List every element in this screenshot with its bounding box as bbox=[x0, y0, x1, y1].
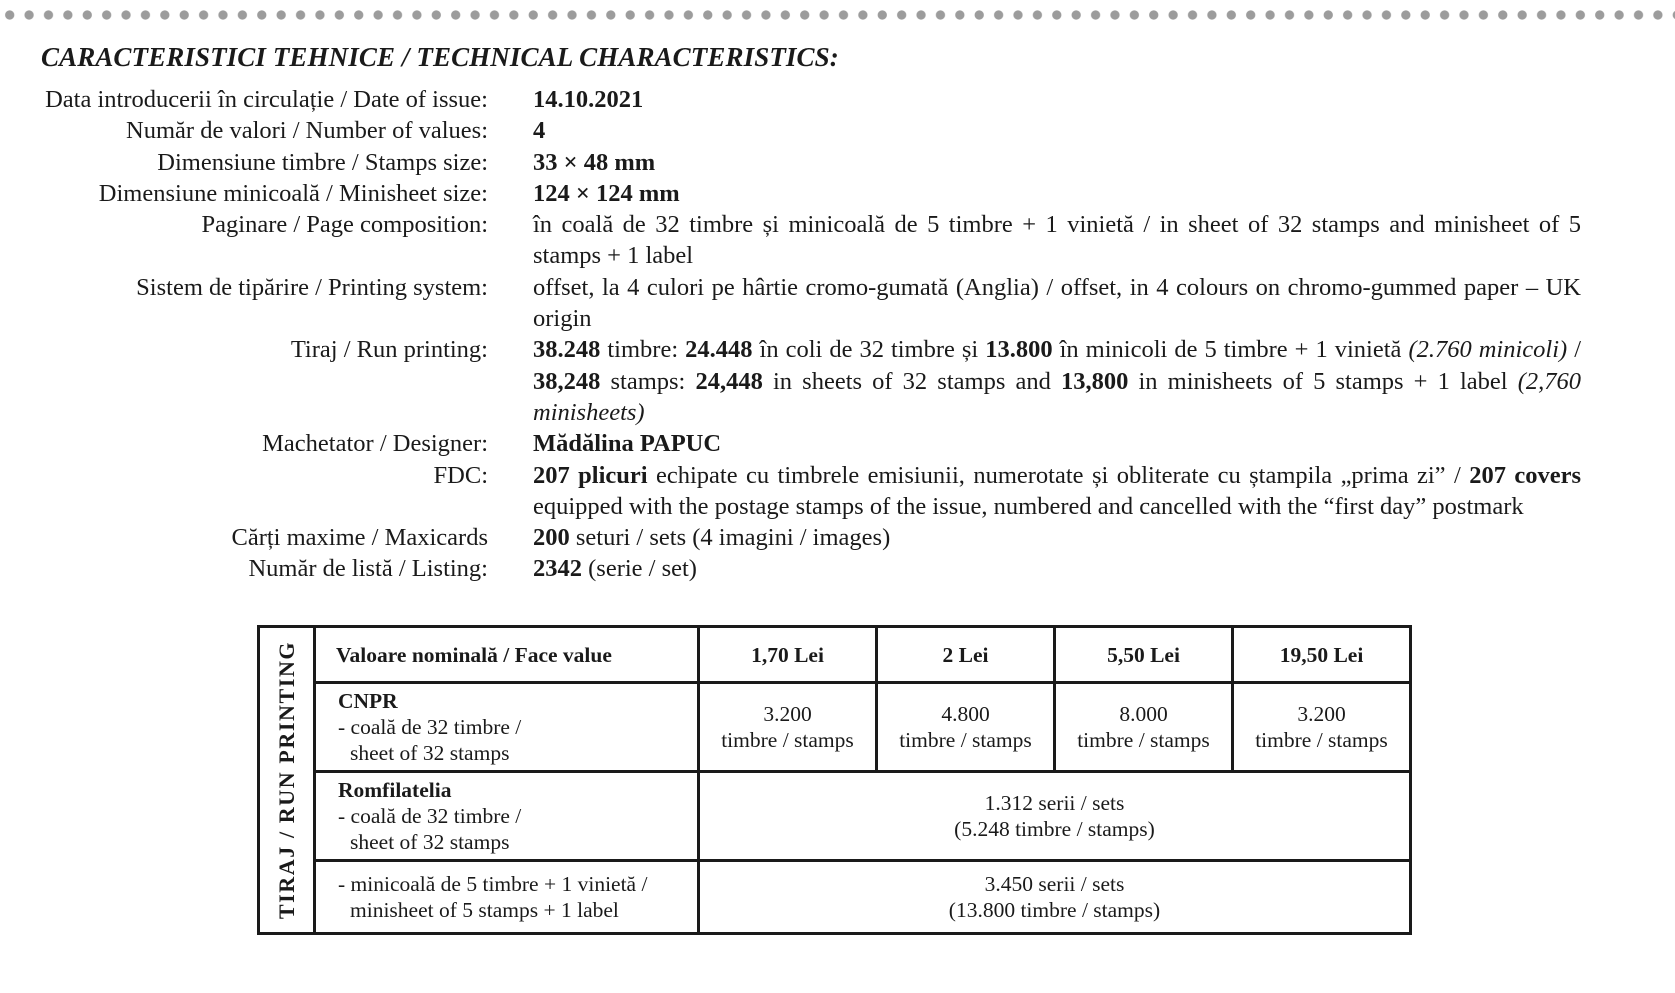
text-segment: stamps: bbox=[600, 367, 696, 395]
qty-stamps: (13.800 timbre / stamps) bbox=[948, 898, 1161, 922]
romfilatelia-line2: sheet of 32 stamps bbox=[350, 830, 510, 854]
fdc-count-en: 207 covers bbox=[1469, 461, 1582, 489]
spec-row-run-printing bbox=[0, 334, 1675, 428]
qty-value: 4.800 bbox=[941, 702, 990, 726]
text-segment: equipped with the postage stamps of the issue, numbered and cancelled with the “first day” postmark bbox=[533, 492, 1524, 520]
minisheet-count-ro: (2.760 minicoli) bbox=[1408, 336, 1568, 364]
minisheet-line1: - minicoală de 5 timbre + 1 vinietă / bbox=[338, 872, 648, 896]
minisheet-qty bbox=[699, 861, 1411, 934]
spec-value bbox=[533, 334, 1581, 428]
text-segment: in minisheets of 5 stamps + 1 label bbox=[1128, 367, 1518, 395]
cnpr-qty-3 bbox=[1055, 683, 1233, 772]
cnpr-line2: sheet of 32 stamps bbox=[350, 741, 510, 765]
spec-row-listing bbox=[0, 553, 1675, 584]
cnpr-label-cell bbox=[315, 683, 699, 772]
spec-row-fdc bbox=[0, 460, 1675, 523]
spec-row-page-composition bbox=[0, 209, 1675, 272]
table-row-minisheet bbox=[259, 861, 1411, 934]
text-segment: / bbox=[1567, 336, 1581, 364]
face-value-1: 1,70 Lei bbox=[699, 627, 877, 683]
spec-row-stamps-size bbox=[0, 147, 1675, 178]
spec-label: Dimensiune minicoală / Minisheet size: bbox=[98, 179, 488, 207]
minisheet-line2: minisheet of 5 stamps + 1 label bbox=[350, 898, 619, 922]
spec-row-number-of-values bbox=[0, 115, 1675, 146]
spec-row-minisheet-size bbox=[0, 178, 1675, 209]
quantity-total-ro: 38.248 bbox=[533, 336, 601, 364]
text-segment: echipate cu timbrele emisiunii, numerotate și obliterate cu ștampila „prima zi” / bbox=[647, 461, 1470, 489]
quantity-total-en: 38,248 bbox=[533, 367, 601, 395]
spec-label: Tiraj / Run printing: bbox=[290, 336, 488, 364]
table-header-row bbox=[259, 627, 1411, 683]
qty-unit: timbre / stamps bbox=[1255, 728, 1388, 752]
spec-label: Număr de listă / Listing: bbox=[248, 555, 488, 583]
qty-sets: 1.312 serii / sets bbox=[984, 791, 1125, 815]
spec-value: 14.10.2021 bbox=[533, 86, 644, 113]
spec-value: 124 × 124 mm bbox=[533, 179, 680, 207]
table-row-cnpr bbox=[259, 683, 1411, 772]
spec-value: în coală de 32 timbre și minicoală de 5 timbre + 1 vinietă / in sheet of 32 stamps and minisheet of 5 stamps + 1 label bbox=[533, 211, 1581, 270]
text-segment: timbre: bbox=[600, 336, 686, 364]
spec-row-designer bbox=[0, 428, 1675, 459]
spec-value: Mădălina PAPUC bbox=[533, 430, 722, 458]
page-title: CARACTERISTICI TEHNICE / TECHNICAL CHARACTERISTICS: bbox=[41, 42, 839, 72]
quantity-sheets-en: 24,448 bbox=[695, 367, 763, 395]
text-segment: seturi / sets (4 imagini / images) bbox=[569, 524, 891, 552]
spec-label: Dimensiune timbre / Stamps size: bbox=[157, 148, 488, 176]
run-printing-table bbox=[257, 625, 1412, 935]
cnpr-name: CNPR bbox=[338, 689, 398, 713]
spec-label: Paginare / Page composition: bbox=[201, 211, 488, 239]
spec-label: Număr de valori / Number of values: bbox=[126, 117, 488, 145]
side-label: TIRAJ / RUN PRINTING bbox=[273, 640, 299, 920]
qty-value: 3.200 bbox=[763, 702, 812, 726]
face-value-4: 19,50 Lei bbox=[1233, 627, 1411, 683]
qty-unit: timbre / stamps bbox=[899, 728, 1032, 752]
spec-label: Cărți maxime / Maxicards bbox=[231, 524, 488, 552]
maxicards-count: 200 bbox=[533, 524, 570, 552]
table-row-romfilatelia bbox=[259, 772, 1411, 861]
dotted-border bbox=[0, 8, 1675, 22]
listing-number: 2342 bbox=[533, 555, 582, 583]
text-segment: în coli de 32 timbre și bbox=[752, 336, 986, 364]
romfilatelia-name: Romfilatelia bbox=[338, 778, 452, 802]
text-segment: în minicoli de 5 timbre + 1 vinietă bbox=[1052, 336, 1409, 364]
cnpr-qty-2 bbox=[877, 683, 1055, 772]
spec-row-printing-system bbox=[0, 272, 1675, 335]
face-value-header: Valoare nominală / Face value bbox=[315, 627, 699, 683]
qty-value: 3.200 bbox=[1297, 702, 1346, 726]
text-segment: in sheets of 32 stamps and bbox=[762, 367, 1061, 395]
cnpr-line1: - coală de 32 timbre / bbox=[338, 715, 522, 739]
minisheet-label-cell bbox=[315, 861, 699, 934]
spec-value bbox=[533, 522, 1581, 553]
spec-value: 4 bbox=[533, 117, 546, 145]
spec-value bbox=[533, 460, 1581, 523]
text-segment: (serie / set) bbox=[582, 555, 697, 583]
cnpr-qty-1 bbox=[699, 683, 877, 772]
spec-label: Data introducerii în circulație / Date of issue: bbox=[45, 86, 488, 113]
spec-value bbox=[533, 553, 1581, 584]
spec-value: 33 × 48 mm bbox=[533, 148, 656, 176]
romfilatelia-qty bbox=[699, 772, 1411, 861]
spec-label: Sistem de tipărire / Printing system: bbox=[136, 273, 488, 301]
face-value-2: 2 Lei bbox=[877, 627, 1055, 683]
side-label-cell bbox=[259, 627, 315, 934]
qty-value: 8.000 bbox=[1119, 702, 1168, 726]
cnpr-qty-4 bbox=[1233, 683, 1411, 772]
spec-label: FDC: bbox=[433, 461, 488, 489]
specs-list bbox=[0, 84, 1675, 585]
quantity-minisheets-ro: 13.800 bbox=[985, 336, 1053, 364]
spec-row-maxicards bbox=[0, 522, 1675, 553]
quantity-sheets-ro: 24.448 bbox=[685, 336, 753, 364]
qty-stamps: (5.248 timbre / stamps) bbox=[954, 817, 1155, 841]
qty-sets: 3.450 serii / sets bbox=[984, 872, 1125, 896]
romfilatelia-line1: - coală de 32 timbre / bbox=[338, 804, 522, 828]
fdc-count-ro: 207 plicuri bbox=[533, 461, 648, 489]
minisheet-count-en: (2,760 minisheets) bbox=[533, 367, 1581, 426]
spec-value: offset, la 4 culori pe hârtie cromo-gumată (Anglia) / offset, in 4 colours on chromo-gummed paper – UK origin bbox=[533, 273, 1581, 333]
romfilatelia-label-cell bbox=[315, 772, 699, 861]
qty-unit: timbre / stamps bbox=[721, 728, 854, 752]
qty-unit: timbre / stamps bbox=[1077, 728, 1210, 752]
spec-label: Machetator / Designer: bbox=[262, 430, 488, 458]
quantity-minisheets-en: 13,800 bbox=[1060, 367, 1129, 395]
spec-row-date bbox=[0, 84, 1675, 115]
face-value-3: 5,50 Lei bbox=[1055, 627, 1233, 683]
